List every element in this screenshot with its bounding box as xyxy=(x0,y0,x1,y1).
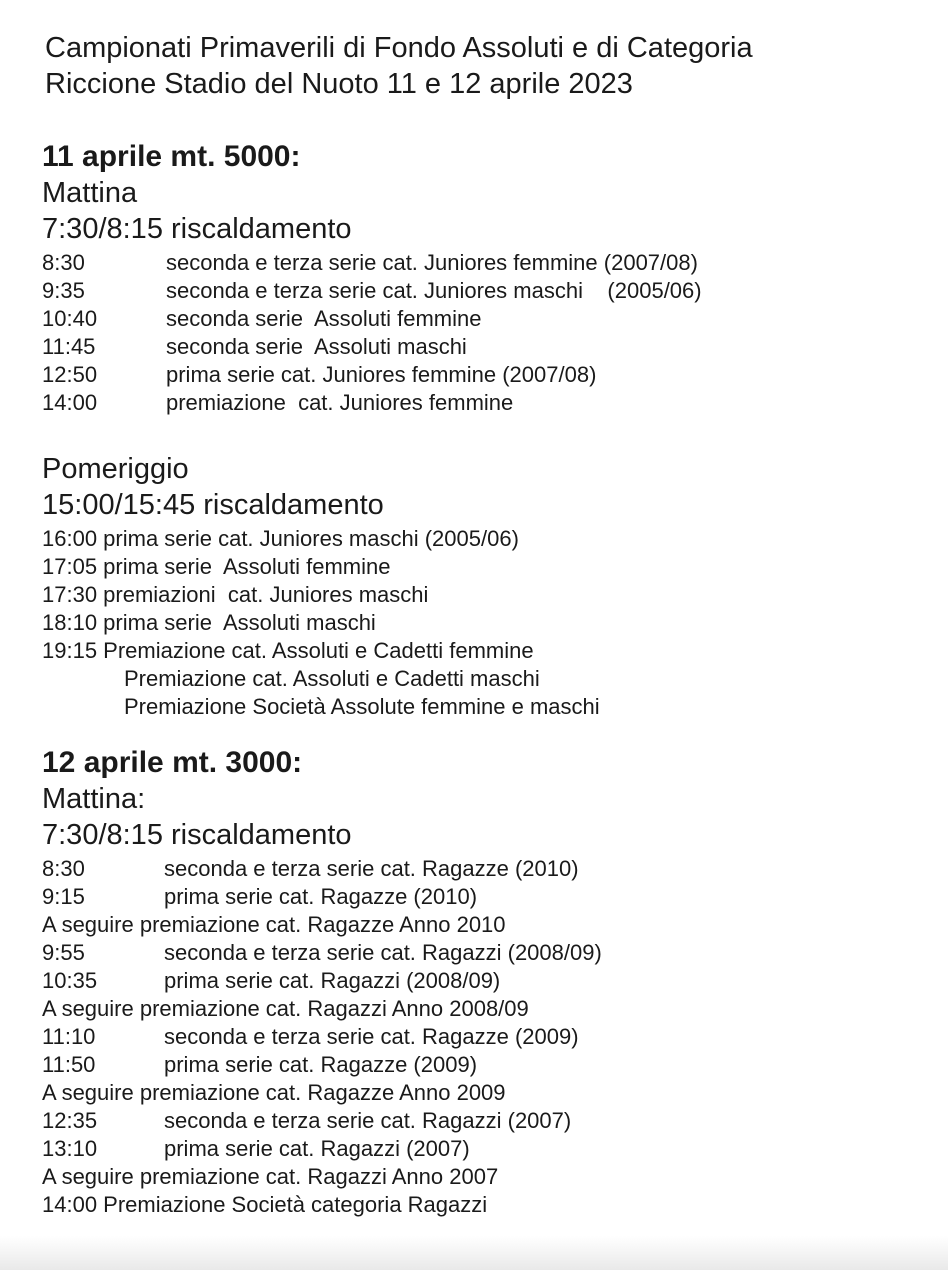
schedule-desc: seconda e terza serie cat. Ragazze (2009) xyxy=(164,1024,579,1049)
schedule-time: 14:00 xyxy=(42,390,98,415)
schedule-time: 11:45 xyxy=(42,334,96,359)
schedule-row xyxy=(42,883,529,911)
schedule-line-indented: Premiazione cat. Assoluti e Cadetti maschi xyxy=(124,666,540,691)
schedule-row xyxy=(42,967,529,995)
schedule-row xyxy=(42,939,602,967)
schedule-line: 19:15 Premiazione cat. Assoluti e Cadetti femmine xyxy=(42,638,534,663)
day2-morning-warmup: 7:30/8:15 riscaldamento xyxy=(42,819,352,851)
schedule-time: 12:35 xyxy=(42,1108,98,1133)
schedule-desc: prima serie cat. Ragazzi (2007) xyxy=(164,1136,470,1161)
schedule-desc: seconda e terza serie cat. Ragazze (2010) xyxy=(164,856,579,881)
schedule-line: A seguire premiazione cat. Ragazzi Anno 2008/09 xyxy=(42,996,529,1021)
schedule-time: 11:10 xyxy=(42,1024,96,1049)
scan-bottom-edge xyxy=(0,1236,948,1270)
schedule-row xyxy=(42,277,702,305)
schedule-desc: prima serie cat. Ragazze (2010) xyxy=(164,884,478,909)
schedule-line: 16:00 prima serie cat. Juniores maschi (2005/06) xyxy=(42,526,519,551)
day1-title: 11 aprile mt. 5000: xyxy=(42,140,301,173)
day2-title: 12 aprile mt. 3000: xyxy=(42,746,303,779)
schedule-line: A seguire premiazione cat. Ragazze Anno 2010 xyxy=(42,912,506,937)
schedule-row xyxy=(42,855,579,883)
day1-morning-schedule xyxy=(42,249,702,417)
schedule-row xyxy=(42,1107,572,1135)
document-header xyxy=(45,30,753,102)
schedule-desc: prima serie cat. Juniores femmine (2007/08) xyxy=(166,362,597,387)
schedule-row xyxy=(42,249,698,277)
schedule-row xyxy=(42,389,514,417)
schedule-row xyxy=(42,1135,529,1163)
schedule-row xyxy=(42,1051,529,1079)
schedule-line: A seguire premiazione cat. Ragazzi Anno 2007 xyxy=(42,1164,499,1189)
schedule-time: 10:35 xyxy=(42,968,98,993)
schedule-row xyxy=(42,333,467,361)
schedule-time: 8:30 xyxy=(42,856,85,881)
schedule-desc: seconda e terza serie cat. Ragazzi (2007) xyxy=(164,1108,572,1133)
day2-morning-label: Mattina: xyxy=(42,783,146,815)
schedule-desc: prima serie cat. Ragazzi (2008/09) xyxy=(164,968,501,993)
header-subtitle: Riccione Stadio del Nuoto 11 e 12 aprile 2023 xyxy=(45,68,633,100)
schedule-row xyxy=(42,361,597,389)
schedule-desc: seconda serie Assoluti maschi xyxy=(166,334,467,359)
schedule-time: 9:55 xyxy=(42,940,85,965)
schedule-time: 13:10 xyxy=(42,1136,98,1161)
day1-afternoon-label: Pomeriggio xyxy=(42,453,189,485)
day2-morning-schedule xyxy=(42,855,602,1219)
schedule-time: 9:35 xyxy=(42,278,85,303)
day1-morning-warmup: 7:30/8:15 riscaldamento xyxy=(42,213,352,245)
schedule-row xyxy=(42,1023,579,1051)
day1-section xyxy=(42,139,702,417)
schedule-desc: seconda e terza serie cat. Juniores maschi (2005/06) xyxy=(166,278,702,303)
schedule-line: 17:30 premiazioni cat. Juniores maschi xyxy=(42,582,429,607)
schedule-desc: prima serie cat. Ragazze (2009) xyxy=(164,1052,478,1077)
day1-afternoon-section xyxy=(42,451,600,721)
schedule-desc: seconda e terza serie cat. Ragazzi (2008/09) xyxy=(164,940,602,965)
schedule-desc: seconda e terza serie cat. Juniores femmine (2007/08) xyxy=(166,250,698,275)
day1-afternoon-warmup: 15:00/15:45 riscaldamento xyxy=(42,489,384,521)
schedule-line: 17:05 prima serie Assoluti femmine xyxy=(42,554,391,579)
schedule-time: 11:50 xyxy=(42,1052,96,1077)
day2-section xyxy=(42,745,602,1219)
schedule-time: 10:40 xyxy=(42,306,98,331)
schedule-time: 9:15 xyxy=(42,884,85,909)
schedule-desc: premiazione cat. Juniores femmine xyxy=(166,390,514,415)
header-title: Campionati Primaverili di Fondo Assoluti e di Categoria xyxy=(45,32,753,64)
schedule-line: A seguire premiazione cat. Ragazze Anno 2009 xyxy=(42,1080,506,1105)
schedule-line: 14:00 Premiazione Società categoria Ragazzi xyxy=(42,1192,488,1217)
day1-afternoon-schedule xyxy=(42,525,600,721)
day1-morning-label: Mattina xyxy=(42,177,138,209)
schedule-line: 18:10 prima serie Assoluti maschi xyxy=(42,610,376,635)
schedule-row xyxy=(42,305,482,333)
schedule-time: 8:30 xyxy=(42,250,85,275)
schedule-time: 12:50 xyxy=(42,362,98,387)
schedule-line-indented: Premiazione Società Assolute femmine e maschi xyxy=(124,694,600,719)
schedule-desc: seconda serie Assoluti femmine xyxy=(166,306,482,331)
